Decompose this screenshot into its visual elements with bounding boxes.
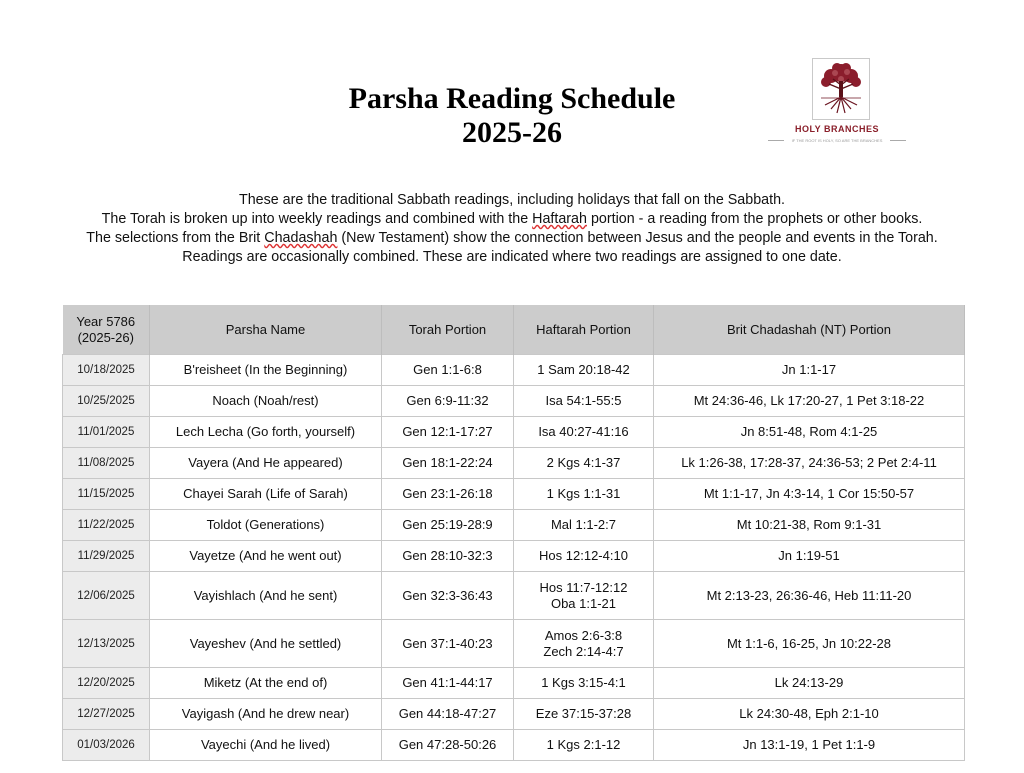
cell-date: 12/20/2025 xyxy=(63,668,150,699)
intro-line-2-text-c: portion - a reading from the prophets or other books. xyxy=(586,211,923,227)
reading-schedule-table xyxy=(62,305,965,761)
cell-brit: Lk 24:13-29 xyxy=(654,668,965,699)
cell-haftarah: 1 Kgs 3:15-4:1 xyxy=(514,668,654,699)
intro-line-4: Readings are occasionally combined. These are indicated where two readings are assigned to one date. xyxy=(182,249,842,265)
cell-brit: Lk 1:26-38, 17:28-37, 24:36-53; 2 Pet 2:4-11 xyxy=(654,448,965,479)
header-year-line-2: (2025-26) xyxy=(77,329,134,345)
cell-date: 01/03/2026 xyxy=(63,730,150,761)
cell-brit: Mt 1:1-6, 16-25, Jn 10:22-28 xyxy=(654,620,965,668)
cell-date: 10/25/2025 xyxy=(63,386,150,417)
cell-torah: Gen 37:1-40:23 xyxy=(382,620,514,668)
cell-haftarah: Isa 54:1-55:5 xyxy=(514,386,654,417)
cell-parsha: B'reisheet (In the Beginning) xyxy=(150,355,382,386)
table-row xyxy=(63,620,965,668)
cell-brit: Jn 13:1-19, 1 Pet 1:1-9 xyxy=(654,730,965,761)
cell-brit: Jn 1:19-51 xyxy=(654,541,965,572)
cell-haftarah-line-2: Zech 2:14-4:7 xyxy=(543,643,624,659)
table-row xyxy=(63,699,965,730)
header-haftarah-portion: Haftarah Portion xyxy=(514,305,654,355)
cell-date: 12/27/2025 xyxy=(63,699,150,730)
cell-torah: Gen 18:1-22:24 xyxy=(382,448,514,479)
cell-haftarah-line-2: Oba 1:1-21 xyxy=(550,595,617,611)
intro-line-3-text-a: The selections from the Brit xyxy=(86,230,265,246)
cell-brit: Jn 1:1-17 xyxy=(654,355,965,386)
cell-torah: Gen 28:10-32:3 xyxy=(382,541,514,572)
cell-date: 11/01/2025 xyxy=(63,417,150,448)
table-row xyxy=(63,479,965,510)
cell-brit: Jn 8:51-48, Rom 4:1-25 xyxy=(654,417,965,448)
cell-date: 11/22/2025 xyxy=(63,510,150,541)
cell-torah: Gen 6:9-11:32 xyxy=(382,386,514,417)
title-line-2: 2025-26 xyxy=(462,116,562,149)
cell-haftarah: Hos 12:12-4:10 xyxy=(514,541,654,572)
cell-parsha: Chayei Sarah (Life of Sarah) xyxy=(150,479,382,510)
cell-haftarah xyxy=(514,620,654,668)
cell-haftarah: Eze 37:15-37:28 xyxy=(514,699,654,730)
table-row xyxy=(63,510,965,541)
cell-parsha: Vayera (And He appeared) xyxy=(150,448,382,479)
holy-branches-logo xyxy=(762,58,912,148)
cell-haftarah: Mal 1:1-2:7 xyxy=(514,510,654,541)
cell-haftarah-line-1: Hos 11:7-12:12 xyxy=(539,579,628,595)
cell-torah: Gen 12:1-17:27 xyxy=(382,417,514,448)
cell-torah: Gen 1:1-6:8 xyxy=(382,355,514,386)
table-row xyxy=(63,572,965,620)
logo-rule-right xyxy=(890,140,906,141)
cell-torah: Gen 25:19-28:9 xyxy=(382,510,514,541)
table-row xyxy=(63,386,965,417)
cell-torah: Gen 44:18-47:27 xyxy=(382,699,514,730)
header-parsha-name: Parsha Name xyxy=(150,305,382,355)
cell-date: 12/06/2025 xyxy=(63,572,150,620)
cell-parsha: Vayechi (And he lived) xyxy=(150,730,382,761)
cell-brit: Mt 2:13-23, 26:36-46, Heb 11:11-20 xyxy=(654,572,965,620)
cell-brit: Mt 1:1-17, Jn 4:3-14, 1 Cor 15:50-57 xyxy=(654,479,965,510)
cell-date: 12/13/2025 xyxy=(63,620,150,668)
cell-haftarah: 1 Kgs 2:1-12 xyxy=(514,730,654,761)
table-row xyxy=(63,541,965,572)
cell-date: 11/15/2025 xyxy=(63,479,150,510)
spellcheck-word-chadashah: Chadashah xyxy=(264,230,338,246)
cell-parsha: Vayishlach (And he sent) xyxy=(150,572,382,620)
cell-brit: Lk 24:30-48, Eph 2:1-10 xyxy=(654,699,965,730)
intro-line-3 xyxy=(0,229,1024,248)
table-header-row xyxy=(63,305,965,355)
header-brit-chadashah: Brit Chadashah (NT) Portion xyxy=(654,305,965,355)
cell-haftarah xyxy=(514,572,654,620)
cell-brit: Mt 24:36-46, Lk 17:20-27, 1 Pet 3:18-22 xyxy=(654,386,965,417)
cell-parsha: Toldot (Generations) xyxy=(150,510,382,541)
cell-parsha: Lech Lecha (Go forth, yourself) xyxy=(150,417,382,448)
table-row xyxy=(63,668,965,699)
cell-parsha: Miketz (At the end of) xyxy=(150,668,382,699)
cell-parsha: Noach (Noah/rest) xyxy=(150,386,382,417)
cell-date: 11/29/2025 xyxy=(63,541,150,572)
table-row xyxy=(63,448,965,479)
table-row xyxy=(63,730,965,761)
table-row xyxy=(63,417,965,448)
cell-haftarah-line-1: Amos 2:6-3:8 xyxy=(544,627,623,643)
title-line-1: Parsha Reading Schedule xyxy=(348,82,676,115)
cell-parsha: Vayigash (And he drew near) xyxy=(150,699,382,730)
cell-parsha: Vayeshev (And he settled) xyxy=(150,620,382,668)
tree-icon xyxy=(812,58,870,120)
spellcheck-word-haftarah: Haftarah xyxy=(532,211,587,227)
cell-haftarah: Isa 40:27-41:16 xyxy=(514,417,654,448)
logo-brand-name: HOLY BRANCHES xyxy=(794,124,879,134)
intro-line-2 xyxy=(0,210,1024,229)
cell-torah: Gen 41:1-44:17 xyxy=(382,668,514,699)
cell-haftarah: 1 Sam 20:18-42 xyxy=(514,355,654,386)
cell-parsha: Vayetze (And he went out) xyxy=(150,541,382,572)
intro-line-2-text-a: The Torah is broken up into weekly readings and combined with the xyxy=(101,211,533,227)
cell-date: 10/18/2025 xyxy=(63,355,150,386)
table-row xyxy=(63,355,965,386)
header-year-line-1: Year 5786 xyxy=(76,313,136,329)
intro-line-1: These are the traditional Sabbath readings, including holidays that fall on the Sabbath. xyxy=(238,192,786,208)
cell-haftarah: 1 Kgs 1:1-31 xyxy=(514,479,654,510)
cell-torah: Gen 32:3-36:43 xyxy=(382,572,514,620)
header-year xyxy=(63,305,150,355)
intro-line-3-text-c: (New Testament) show the connection between Jesus and the people and events in the Torah. xyxy=(337,230,938,246)
cell-torah: Gen 23:1-26:18 xyxy=(382,479,514,510)
cell-date: 11/08/2025 xyxy=(63,448,150,479)
logo-tagline: IF THE ROOT IS HOLY, SO ARE THE BRANCHES xyxy=(791,138,883,143)
intro-paragraph xyxy=(0,191,1024,267)
header-torah-portion: Torah Portion xyxy=(382,305,514,355)
cell-torah: Gen 47:28-50:26 xyxy=(382,730,514,761)
cell-haftarah: 2 Kgs 4:1-37 xyxy=(514,448,654,479)
cell-brit: Mt 10:21-38, Rom 9:1-31 xyxy=(654,510,965,541)
